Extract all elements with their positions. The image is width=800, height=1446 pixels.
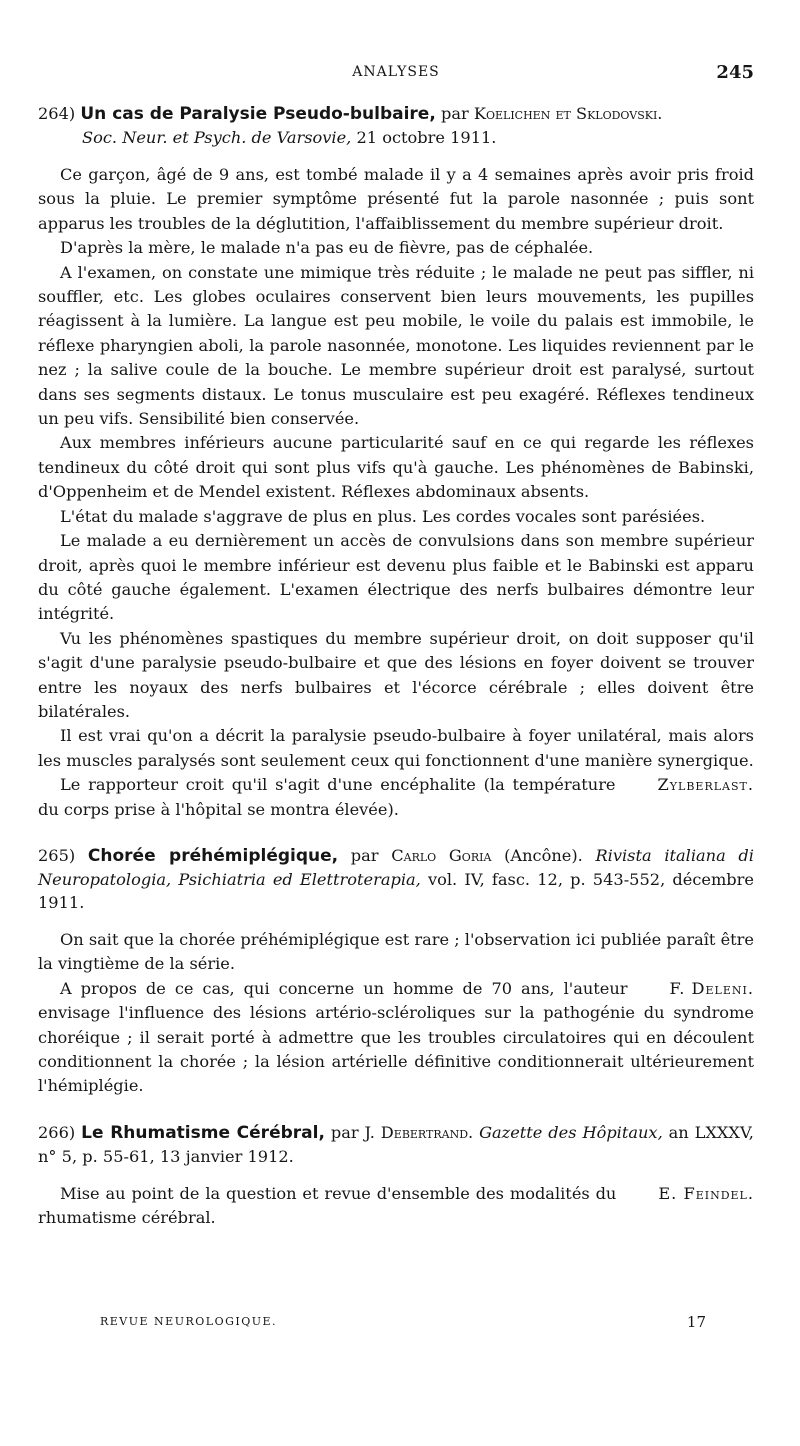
article-body	[38, 928, 754, 1099]
article-heading	[38, 1121, 754, 1168]
source-line	[38, 126, 754, 149]
article-place: (Ancône).	[504, 845, 583, 865]
by-word: par	[350, 845, 379, 865]
article-265	[38, 844, 754, 1099]
article-authors: Koelichen et Sklodovski.	[473, 104, 663, 123]
running-head	[38, 62, 754, 88]
article-source: Soc. Neur. et Psych. de Varsovie,	[82, 128, 352, 147]
article-source: Gazette des Hôpitaux,	[479, 1122, 663, 1142]
article-number: 265)	[38, 845, 76, 865]
article-authors: Carlo Goria	[391, 845, 492, 865]
paragraph: A l'examen, on constate une mimique très réduite ; le malade ne peut pas siffler, ni souffler, etc. Les globes oculaires conservent bien leurs mouvements, les pupilles réagissent à la lumière. La langue est peu mobile, le voile du palais est immobile, le réflexe pharyngien aboli, la parole nasonnée, monotone. Les liquides reviennent par le nez ; la salive coule de la bouche. Le membre supérieur droit est paralysé, surtout dans ses segments distaux. Le tonus musculaire est peu exagéré. Réflexes tendineux un peu vifs. Sensibilité bien conservée.	[38, 262, 754, 429]
article-date: 21 octobre 1911.	[356, 128, 497, 147]
paragraph-with-signature	[38, 773, 754, 822]
paragraph: Le malade a eu dernièrement un accès de convulsions dans son membre supérieur droit, après quoi le membre inférieur est devenu plus faible et le Babinski est apparu du côté gauche également. L'examen électrique des nerfs bulbaires démontre leur intégrité.	[38, 531, 754, 624]
footer-journal: REVUE NEUROLOGIQUE.	[100, 1315, 278, 1328]
article-number: 264)	[38, 104, 76, 123]
paragraph: Ce garçon, âgé de 9 ans, est tombé malade il y a 4 semaines après avoir pris froid sous la pluie. Le premier symptôme présenté fut la parole nasonnée ; puis sont apparus les troubles de la déglutition, l'affaiblissement du membre supérieur droit.	[38, 165, 754, 233]
paragraph-text: Mise au point de la question et revue d'ensemble des modalités du rhumatisme cérébral.	[38, 1183, 617, 1228]
signature: E. Feindel.	[658, 1183, 754, 1203]
article-source: Rivista italiana di Neuropatologia, Psichiatria ed Elettroterapia,	[38, 845, 754, 889]
article-body	[38, 163, 754, 822]
signature: F. Deleni.	[669, 978, 754, 998]
paragraph: Vu les phénomènes spastiques du membre supérieur droit, on doit supposer qu'il s'agit d'une paralysie pseudo-bulbaire et que des lésions en foyer doivent se trouver entre les noyaux des nerfs bulbaires et l'écorce cérébrale ; elles doivent être bilatérales.	[38, 628, 754, 721]
by-word: par	[330, 1122, 359, 1142]
by-word: par	[440, 104, 469, 123]
page-number: 245	[716, 62, 754, 83]
paragraph: On sait que la chorée préhémiplégique est rare ; l'observation ici publiée paraît être la vingtième de la série.	[38, 929, 754, 974]
article-number: 266)	[38, 1122, 76, 1142]
article-details: an LXXXV, n° 5, p. 55-61, 13 janvier 1912.	[38, 1122, 754, 1166]
article-heading	[38, 844, 754, 914]
article-heading	[38, 102, 754, 149]
paragraph: Aux membres inférieurs aucune particularité sauf en ce qui regarde les réflexes tendineux du côté droit qui sont plus vifs qu'à gauche. Les phénomènes de Babinski, d'Oppenheim et de Mendel existent. Réflexes abdominaux absents.	[38, 433, 754, 502]
article-body	[38, 1182, 754, 1231]
page-footer	[100, 1313, 706, 1333]
article-details: vol. IV, fasc. 12, p. 543-552, décembre 1911.	[38, 869, 754, 912]
article-264	[38, 102, 754, 822]
footer-sheet-number: 17	[686, 1313, 706, 1331]
article-title: Chorée préhémiplégique,	[87, 845, 339, 866]
paragraph: D'après la mère, le malade n'a pas eu de fièvre, pas de céphalée.	[60, 238, 594, 258]
paragraph-with-signature	[38, 1182, 754, 1231]
article-title: Le Rhumatisme Cérébral,	[81, 1122, 325, 1143]
paragraph: L'état du malade s'aggrave de plus en plus. Les cordes vocales sont parésiées.	[60, 506, 706, 526]
running-title: ANALYSES	[352, 64, 440, 80]
article-266	[38, 1121, 754, 1231]
paragraph-text: A propos de ce cas, qui concerne un homme de 70 ans, l'auteur envisage l'influence des lésions artério-scléroliques sur la pathogénie du syndrome choréique ; il serait porté à admettre que les troubles circulatoires qui en découlent conditionnent la chorée ; la lésion artérielle définitive conditionnerait ultérieurement l'hémiplégie.	[38, 978, 754, 1096]
paragraph-text: Le rapporteur croit qu'il s'agit d'une encéphalite (la température du corps prise à l'hôpital se montra élevée).	[38, 775, 616, 819]
article-authors: J. Debertrand.	[364, 1122, 474, 1142]
article-title: Un cas de Paralysie Pseudo-bulbaire,	[80, 104, 436, 124]
page	[38, 62, 754, 1231]
paragraph-with-signature	[38, 977, 754, 1099]
signature: Zylberlast.	[657, 775, 754, 795]
paragraph: Il est vrai qu'on a décrit la paralysie pseudo-bulbaire à foyer unilatéral, mais alors les muscles paralysés sont seulement ceux qui fonctionnent d'une manière synergique.	[38, 726, 754, 770]
